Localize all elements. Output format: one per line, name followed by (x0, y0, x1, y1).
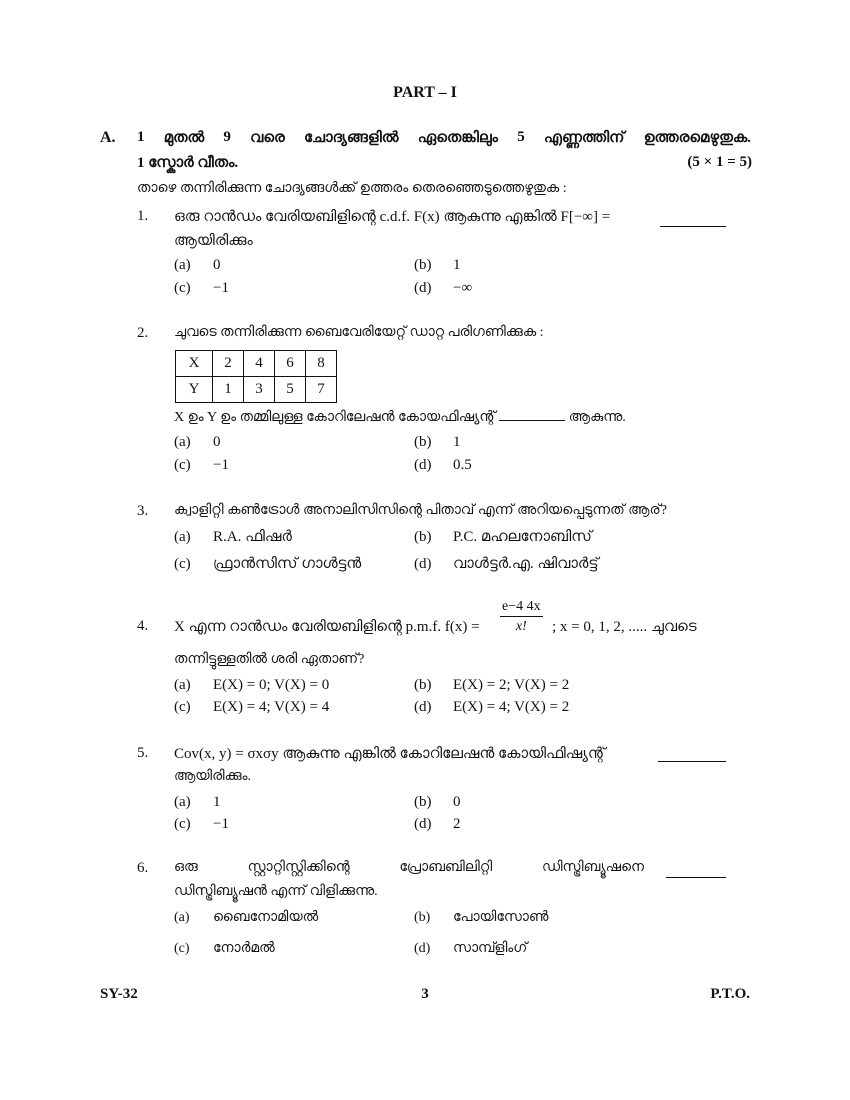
table-cell: 8 (306, 351, 337, 377)
option-value: P.C. മഹലനോബിസ് (453, 529, 592, 545)
table-cell: 7 (306, 377, 337, 403)
option-value: 1 (453, 257, 461, 273)
table-row (176, 377, 337, 403)
table-cell: 1 (213, 377, 244, 403)
option-value: പോയിസോൺ (453, 910, 549, 925)
question-text-continued: ആയിരിക്കും. (174, 769, 251, 784)
instruction-word: എണ്ണത്തിന് (543, 130, 625, 146)
instruction-word: 5 (517, 129, 525, 145)
question-number: 4. (137, 618, 149, 634)
option-value: 0.5 (453, 457, 472, 473)
fraction-numerator: e−4 4x (500, 599, 543, 617)
option-value: 2 (453, 816, 461, 832)
option-a (174, 528, 292, 546)
table-cell: 2 (213, 351, 244, 377)
option-label: (c) (174, 280, 191, 296)
question-number: 2. (137, 325, 149, 341)
instruction-word: മുതൽ (163, 130, 205, 146)
option-a (174, 257, 221, 274)
option-label: (c) (174, 816, 191, 832)
option-b (414, 910, 548, 926)
question-text-word: ഡിസ്ട്രിബ്യൂഷനെ (541, 860, 644, 875)
section-instruction (137, 129, 751, 147)
option-label: (a) (174, 257, 191, 273)
question-text-part: ; x = 0, 1, 2, ..... ചുവടെ (552, 619, 697, 635)
option-c (174, 699, 329, 716)
question-text-word: ഒരു (174, 860, 198, 875)
option-value: E(X) = 4; V(X) = 2 (453, 699, 570, 715)
paper-code: SY-32 (100, 986, 138, 1002)
option-label: (a) (174, 794, 191, 810)
option-label: (b) (414, 794, 432, 810)
option-label: (b) (414, 910, 431, 925)
option-value: ഫ്രാൻസിസ് ഗാൾട്ടൻ (213, 556, 362, 572)
table-cell: 6 (275, 351, 306, 377)
option-label: (d) (414, 941, 431, 956)
please-turn-over: P.T.O. (710, 986, 750, 1002)
option-label: (c) (174, 699, 191, 715)
question-text: X എന്ന റാൻഡം വേരിയബിളിന്റെ p.m.f. f(x) = (174, 619, 480, 635)
question-text-continued (174, 410, 626, 426)
instruction-word: ഉത്തരമെഴുതുക. (643, 130, 751, 146)
option-value: −1 (213, 457, 229, 473)
option-d (414, 699, 569, 716)
option-value: E(X) = 2; V(X) = 2 (453, 677, 570, 693)
option-label: (b) (414, 434, 432, 450)
question-number: 3. (137, 503, 149, 519)
fraction-denominator: x! (515, 619, 527, 634)
option-label: (d) (414, 699, 432, 715)
question-text (174, 860, 644, 876)
option-b (414, 677, 569, 694)
option-d (414, 816, 461, 833)
part-heading: PART – I (393, 84, 457, 101)
option-value: 1 (453, 434, 461, 450)
option-label: (b) (414, 529, 432, 545)
question-text: Cov(x, y) = σxσy ആകുന്നു എങ്കിൽ കോറിലേഷൻ കോയിഫിഷ്യന്റ് (174, 746, 606, 762)
question-text-part: X ഉം Y ഉം തമ്മിലുള്ള കോറിലേഷൻ കോയഫിഷ്യന്റ് (174, 410, 496, 425)
option-value: നോർമൽ (213, 941, 275, 956)
option-b (414, 794, 461, 811)
question-text-continued: ആയിരിക്കും (174, 233, 253, 249)
option-d (414, 457, 472, 474)
section-letter: A. (100, 129, 116, 146)
option-a (174, 910, 318, 926)
pmf-fraction (500, 599, 543, 635)
option-label: (a) (174, 677, 191, 693)
option-c (174, 555, 361, 573)
answer-blank (499, 419, 565, 421)
answer-blank (660, 226, 726, 227)
score-each-text: 1 സ്കോർ വീതം. (137, 155, 239, 171)
option-value: 1 (213, 794, 221, 810)
option-label: (a) (174, 529, 191, 545)
option-d (414, 941, 527, 957)
answer-blank (666, 877, 726, 878)
table-cell: 3 (244, 377, 275, 403)
instruction-word: 1 (137, 129, 145, 145)
option-value: വാൾട്ടർ.എ. ഷിവാർട്ട് (453, 556, 599, 572)
option-value: 0 (213, 434, 221, 450)
option-b (414, 257, 461, 274)
instruction-word: ചോദ്യങ്ങളിൽ (304, 130, 399, 146)
question-text-continued: തന്നിട്ടുള്ളതിൽ ശരി ഏതാണ്? (174, 652, 365, 667)
question-text: ചുവടെ തന്നിരിക്കുന്ന ബൈവേരിയേറ്റ് ഡാറ്റ പരിഗണിക്കുക : (174, 325, 544, 340)
sub-instruction: താഴെ തന്നിരിക്കുന്ന ചോദ്യങ്ങൾക്ക് ഉത്തരം തെരഞ്ഞെടുത്തെഴുതുക : (137, 181, 567, 196)
option-label: (a) (174, 910, 190, 925)
question-text-word: പ്രോബബിലിറ്റി (399, 860, 493, 875)
question-text-continued: ഡിസ്ട്രിബ്യൂഷൻ എന്ന് വിളിക്കുന്നു. (174, 884, 378, 899)
option-label: (d) (414, 457, 432, 473)
question-number: 5. (137, 745, 149, 761)
option-value: 0 (453, 794, 461, 810)
option-value: ബൈനോമിയൽ (213, 910, 319, 925)
bivariate-data-table (175, 350, 337, 403)
option-label: (c) (174, 457, 191, 473)
question-text-word: സ്റ്റാറ്റിസ്റ്റിക്കിന്റെ (247, 860, 350, 875)
question-number: 1. (137, 208, 149, 224)
option-value: E(X) = 4; V(X) = 4 (213, 699, 330, 715)
option-value: 0 (213, 257, 221, 273)
table-cell: 4 (244, 351, 275, 377)
option-b (414, 434, 461, 451)
option-label: (b) (414, 257, 432, 273)
question-text: ക്വാളിറ്റി കൺട്രോൾ അനാലിസിസിന്റെ പിതാവ് എന്ന് അറിയപ്പെടുന്നത് ആര്? (174, 503, 667, 518)
option-c (174, 457, 229, 474)
option-b (414, 528, 592, 546)
option-label: (c) (174, 941, 190, 956)
instruction-word: വരെ (250, 130, 285, 146)
instruction-word: ഏതെങ്കിലും (417, 130, 498, 146)
question-number: 6. (137, 860, 149, 876)
option-value: −1 (213, 280, 229, 296)
question-text-part: ഒരു റാൻഡം വേരിയബിളിന്റെ c.d.f. F(x) ആകുന്നു എങ്കിൽ F[−∞] = (174, 209, 611, 225)
table-row (176, 351, 337, 377)
option-label: (d) (414, 280, 432, 296)
option-value: സാമ്പ്ളിംഗ് (453, 941, 528, 956)
option-d (414, 280, 472, 297)
marks-formula: (5 × 1 = 5) (687, 154, 752, 170)
option-label: (a) (174, 434, 191, 450)
option-c (174, 816, 229, 833)
option-c (174, 280, 229, 297)
option-a (174, 434, 221, 451)
option-value: −1 (213, 816, 229, 832)
option-value: E(X) = 0; V(X) = 0 (213, 677, 330, 693)
option-a (174, 794, 221, 811)
option-value: R.A. ഫിഷർ (213, 529, 292, 545)
option-d (414, 555, 599, 573)
option-value: −∞ (453, 280, 473, 296)
question-text (174, 208, 610, 226)
option-c (174, 941, 275, 957)
question-text-part: ആകുന്നു. (568, 410, 626, 425)
table-cell: X (176, 351, 213, 377)
table-cell: Y (176, 377, 213, 403)
instruction-word: 9 (223, 129, 231, 145)
option-label: (c) (174, 556, 191, 572)
option-label: (d) (414, 816, 432, 832)
page-number: 3 (421, 986, 429, 1002)
table-cell: 5 (275, 377, 306, 403)
option-label: (d) (414, 556, 432, 572)
option-a (174, 677, 329, 694)
option-label: (b) (414, 677, 432, 693)
answer-blank (658, 761, 726, 762)
